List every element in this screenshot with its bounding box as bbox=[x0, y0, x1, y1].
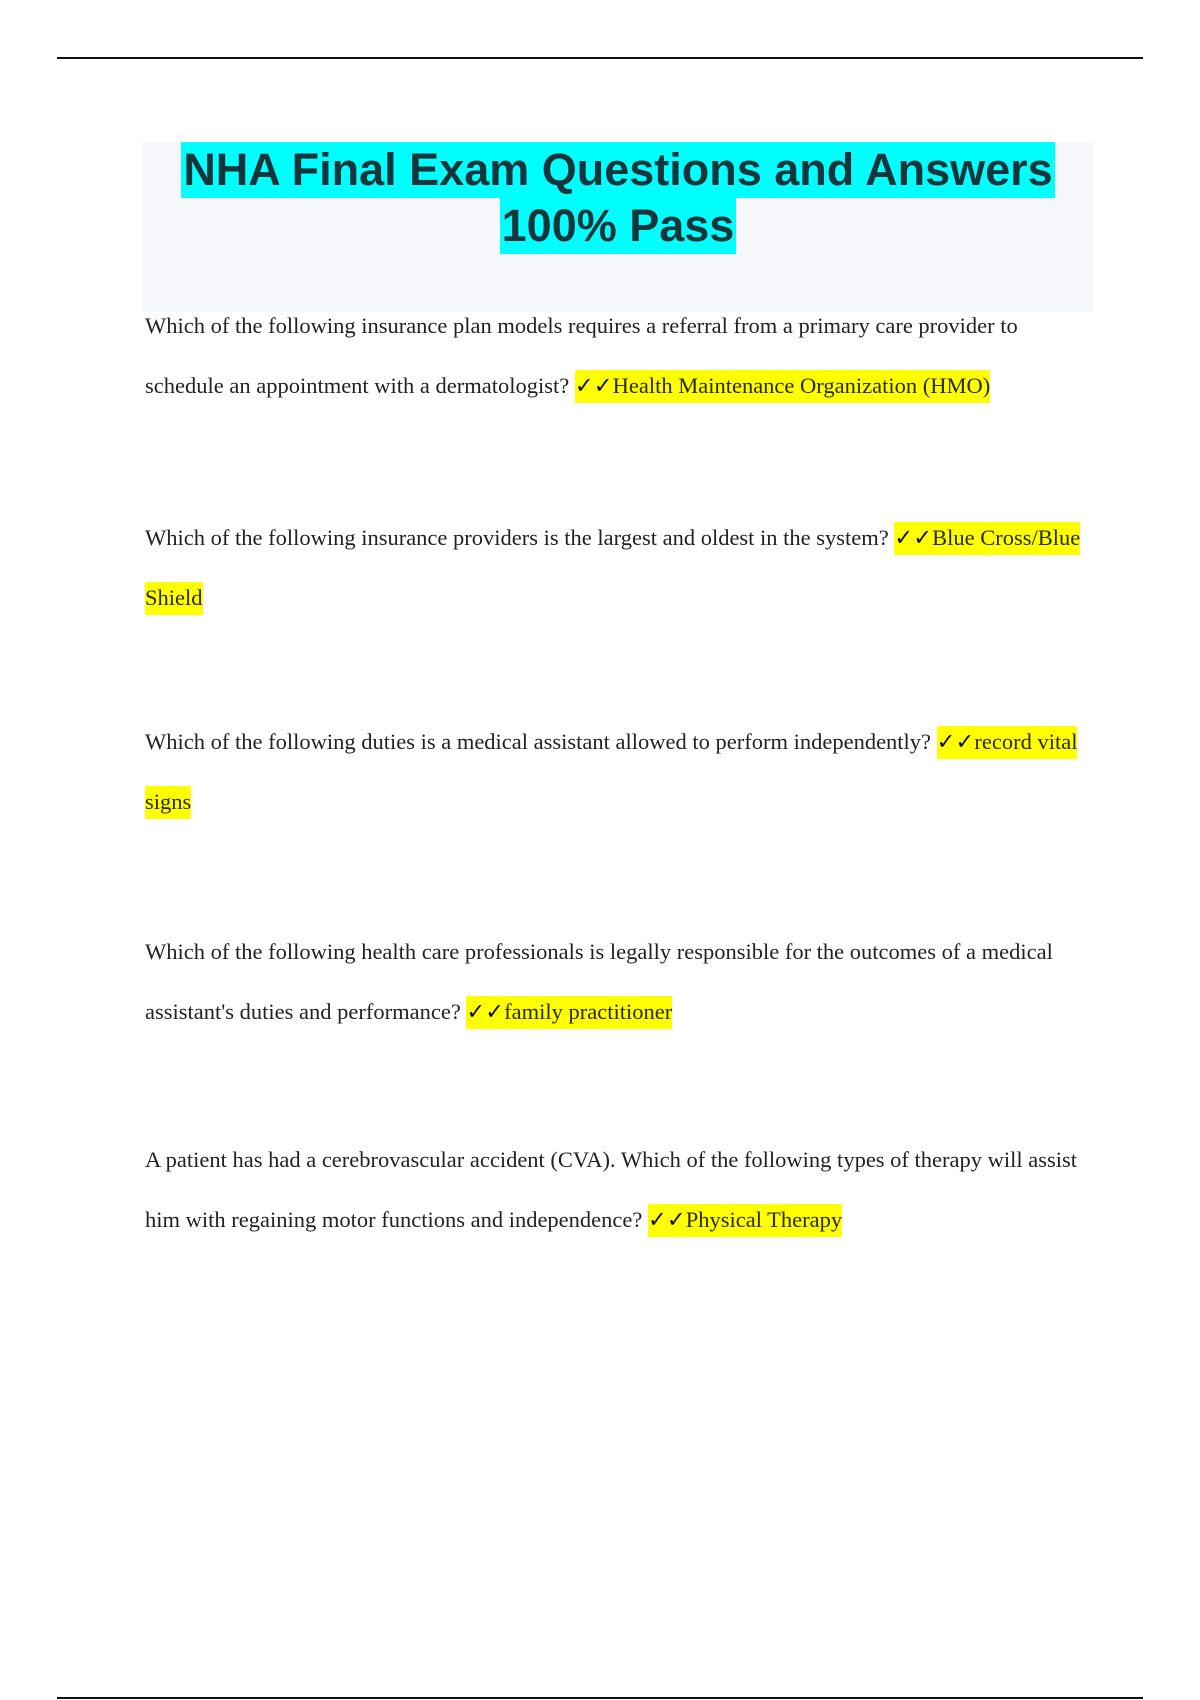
question-text: Which of the following health care professionals is legally responsible for the outcomes of a medical assistant's duties and performance? bbox=[145, 939, 1053, 1024]
check-icon: ✓✓ bbox=[466, 999, 505, 1024]
question-item-3 bbox=[145, 712, 1095, 832]
title-block bbox=[143, 142, 1093, 312]
answer-highlight bbox=[648, 1204, 842, 1237]
question-text: Which of the following insurance providers is the largest and oldest in the system? bbox=[145, 525, 889, 550]
footer-rule bbox=[57, 1697, 1143, 1699]
document-title-line2: 100% Pass bbox=[500, 198, 737, 254]
check-icon: ✓✓ bbox=[648, 1207, 686, 1232]
answer-text: family practitioner bbox=[504, 999, 673, 1024]
question-item-4 bbox=[145, 922, 1095, 1042]
document-title-line1: NHA Final Exam Questions and Answers bbox=[181, 142, 1054, 198]
answer-text: record vital signs bbox=[145, 729, 1078, 814]
question-text: A patient has had a cerebrovascular accident (CVA). Which of the following types of therapy will assist him with regaining motor functions and independence? bbox=[145, 1147, 1078, 1232]
question-item-2 bbox=[145, 508, 1095, 628]
answer-highlight bbox=[466, 996, 672, 1029]
check-icon: ✓✓ bbox=[894, 525, 933, 550]
answer-text: Health Maintenance Organization (HMO) bbox=[612, 373, 991, 398]
answer-text: Physical Therapy bbox=[685, 1207, 843, 1232]
answer-text: Blue Cross/Blue Shield bbox=[145, 525, 1081, 610]
answer-highlight bbox=[575, 370, 990, 403]
question-item-5 bbox=[145, 1130, 1095, 1250]
question-text: Which of the following insurance plan models requires a referral from a primary care provider to schedule an appointment with a dermatologist? bbox=[145, 313, 1018, 398]
question-item-1 bbox=[145, 296, 1095, 416]
question-text: Which of the following duties is a medical assistant allowed to perform independently? bbox=[145, 729, 932, 754]
check-icon: ✓✓ bbox=[936, 729, 975, 754]
check-icon: ✓✓ bbox=[574, 373, 613, 398]
header-rule bbox=[57, 57, 1143, 59]
